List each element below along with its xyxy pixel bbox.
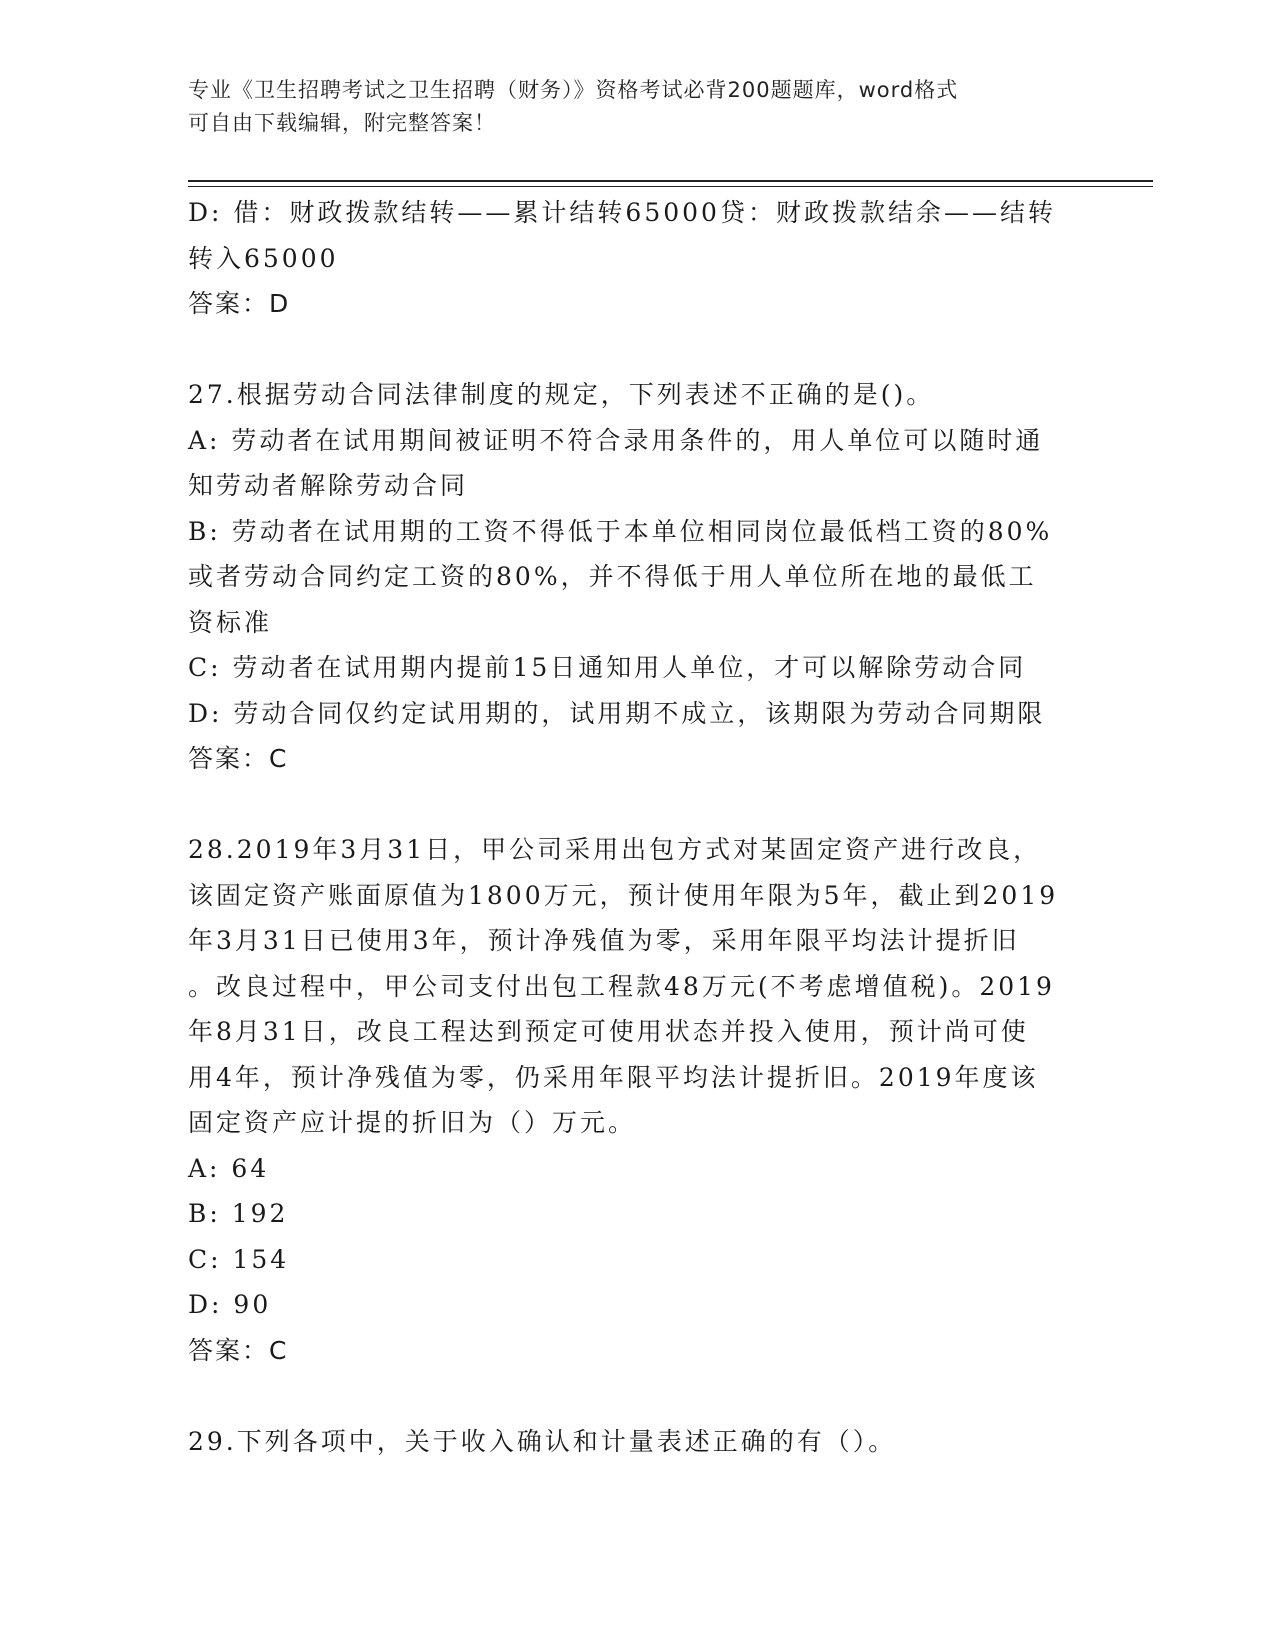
option-c-line: C: 劳动者在试用期内提前15日通知用人单位，才可以解除劳动合同 <box>188 653 1027 682</box>
option-d-line: D: 借：财政拨款结转——累计结转65000贷：财政拨款结余——结转 <box>188 198 1056 227</box>
option-a-line: A: 劳动者在试用期间被证明不符合录用条件的，用人单位可以随时通 <box>188 425 1044 455</box>
option-d-line: D: 劳动合同仅约定试用期的，试用期不成立，该期限为劳动合同期限 <box>188 698 1046 728</box>
question-text-line: 年8月31日，改良工程达到预定可使用状态并投入使用，预计尚可使 <box>188 1017 1029 1046</box>
question-text-line: 28.2019年3月31日，甲公司采用出包方式对某固定资产进行改良， <box>188 835 1042 864</box>
option-b-line: B: 192 <box>188 1199 289 1228</box>
question-text-line: 用4年，预计净残值为零，仍采用年限平均法计提折旧。2019年度该 <box>188 1062 1039 1092</box>
option-d-line: D: 90 <box>188 1290 272 1319</box>
question-27 <box>188 372 1083 782</box>
question-28 <box>188 827 1083 1373</box>
option-b-line: 或者劳动合同约定工资的80%，并不得低于用人单位所在地的最低工 <box>188 562 1037 591</box>
option-c-line: C: 154 <box>188 1244 290 1274</box>
answer-label: 答案：D <box>188 289 291 318</box>
question-29 <box>188 1419 1083 1465</box>
spacer <box>188 1373 1083 1419</box>
spacer <box>188 327 1083 373</box>
option-a-line: 知劳动者解除劳动合同 <box>188 471 469 500</box>
question-text: 27.根据劳动合同法律制度的规定，下列表述不正确的是()。 <box>188 380 935 409</box>
option-a-line: A: 64 <box>188 1153 270 1183</box>
question-26-tail <box>188 190 1083 327</box>
question-content <box>188 190 1083 1464</box>
document-header <box>188 74 1088 140</box>
header-divider-thin <box>188 186 1153 187</box>
option-d-line: 转入65000 <box>188 243 339 273</box>
spacer <box>188 782 1083 828</box>
option-b-line: B: 劳动者在试用期的工资不得低于本单位相同岗位最低档工资的80% <box>188 516 1053 546</box>
header-divider-thick <box>188 180 1153 182</box>
question-text-line: 。改良过程中，甲公司支付出包工程款48万元(不考虑增值税)。2019 <box>188 971 1055 1001</box>
header-title-line-1: 专业《卫生招聘考试之卫生招聘（财务）》资格考试必背200题题库，word格式 <box>188 78 959 102</box>
answer-label: 答案：C <box>188 1335 289 1365</box>
answer-label: 答案：C <box>188 744 289 773</box>
question-text: 29.下列各项中，关于收入确认和计量表述正确的有（）。 <box>188 1426 897 1456</box>
question-text-line: 固定资产应计提的折旧为（）万元。 <box>188 1108 637 1137</box>
question-text-line: 该固定资产账面原值为1800万元，预计使用年限为5年，截止到2019 <box>188 880 1059 910</box>
option-b-line: 资标准 <box>188 607 273 637</box>
question-text-line: 年3月31日已使用3年，预计净残值为零，采用年限平均法计提折旧 <box>188 926 1020 955</box>
header-title-line-2: 可自由下载编辑，附完整答案！ <box>188 111 496 135</box>
